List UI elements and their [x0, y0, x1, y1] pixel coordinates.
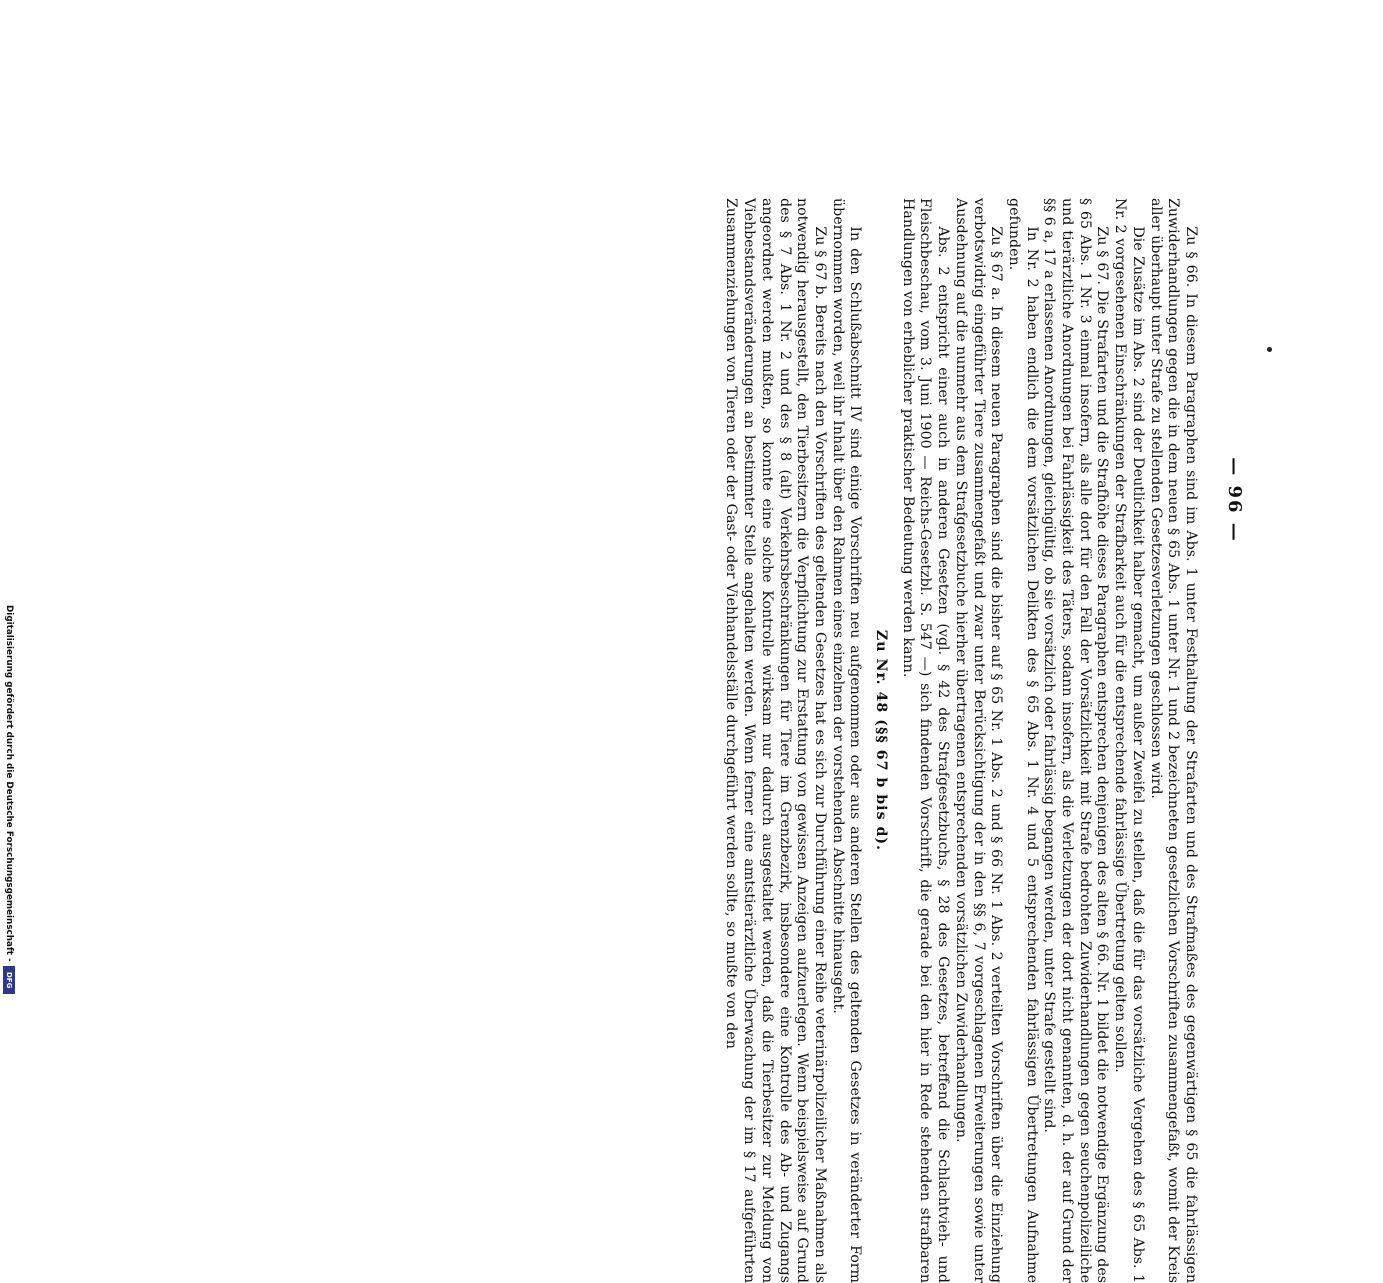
section-heading: Zu Nr. 48 (§§ 67 b bis d). [873, 629, 890, 852]
paragraph: Die Zusätze im Abs. 2 sind der Deutlichkeit halber gemacht, um außer Zweifel zu stellen, daß die für das vorsätzliche Vergehen des § 65 Abs. 1 Nr. 2 vorgesehenen Einschränkungen der Strafbarkeit auch für die entsprechende fahrlässige Übertretung gelten sollen. [1112, 198, 1146, 1283]
paragraph: Zu § 67 b. Bereits nach den Vorschriften des geltenden Gesetzes hat es sich zur Durchführung einer Reihe veterinärpolizeilicher Maßnahmen als notwendig herausgestellt, den Tierbesitzern die Verpflichtung zur Erstattung von gewissen Anzeigen aufzuerlegen. Wenn beispielsweise auf Grund des § 7 Abs. 1 Nr. 2 und des § 8 (alt) Verkehrsbeschränkungen für Tiere im Grenzbezirk, insbesondere eine Kontrolle des Ab- und Zugangs angeordnet werden mußten, so konnte eine solche Kontrolle wirksam nur dadurch ausgestaltet werden, daß die Tierbesitzer zur Meldung von Viehbestandsveränderungen an bestimmter Stelle angehalten werden. Wenn ferner eine amtstierärztliche Überwachung der im § 17 aufgeführten Zusammenziehungen von Tieren oder der Gast- oder Viehhandelsställe durchgeführt werden sollte, so mußte von den [723, 198, 828, 1283]
paragraph: Zu § 66. In diesem Paragraphen sind im Abs. 1 unter Festhaltung der Strafarten und des Strafmaßes des gegenwärtigen § 65 die fahrlässigen Zuwiderhandlungen gegen die in dem neuen § 65 Abs. 1 unter Nr. 1 und 2 bezeichneten gesetzlichen Vorschriften zusammengefaßt, womit der Kreis aller überhaupt unter Strafe zu stellenden Gesetzesverletzungen geschlossen wird. [1147, 198, 1199, 1283]
paragraph: In Nr. 2 haben endlich die dem vorsätzlichen Delikten des § 65 Abs. 1 Nr. 4 und 5 entsprechenden fahrlässigen Übertretungen Aufnahme gefunden. [1005, 198, 1040, 1283]
body-text [722, 198, 1199, 1283]
paragraph: Abs. 2 entspricht einer auch in anderen Gesetzen (vgl. § 42 des Strafgesetzbuchs, § 28 des Gesetzes, betreffend die Schlachtvieh- und Fleischbeschau, vom 3. Juni 1900 — Reichs-Gesetzbl. S. 547 —) sich findenden Vorschrift, die gerade bei den hier in Rede stehenden strafbaren Handlungen von erheblicher praktischer Bedeutung werden kann. [899, 198, 952, 1283]
paragraph: In den Schlußabschnitt IV sind einige Vorschriften neu aufgenommen oder aus anderen Stellen des geltenden Gesetzes in veränderter Form übernommen worden, weil ihr Inhalt über den Rahmen eines einzelnen der vorstehenden Abschnitte hinausgeht. [829, 198, 864, 1283]
digitization-notice: Digitalisierung gefördert durch die Deutsche Forschungsgemeinschaft - [4, 605, 14, 962]
dfg-logo: DFG [3, 966, 15, 994]
stray-ink-mark [1267, 347, 1272, 352]
page-number: — 96 — [1224, 457, 1245, 543]
paragraph: Zu § 67 a. In diesem neuen Paragraphen sind die bisher auf § 65 Nr. 1 Abs. 2 und § 66 Nr. 1 Abs. 2 verteilten Vorschriften über die Einziehung verbotswidrig eingeführter Tiere zusammengefaßt und zwar unter Berücksichtigung der in den §§ 6, 7 vorgeschlagenen Erweiterungen sowie unter Ausdehnung auf die nunmehr aus dem Strafgesetzbuche hierher übertragenen entsprechenden vorsätzlichen Zuwiderhandlungen. [952, 198, 1005, 1283]
rotated-document-page [135, 180, 1245, 1283]
paragraph: Zu § 67. Die Strafarten und die Strafhöhe dieses Paragraphen entsprechen denjenigen des alten § 66. Nr. 1 bildet die notwendige Ergänzung des § 65 Abs. 1 Nr. 3 einmal insofern, als alle dort für den Fall der Vorsätzlichkeit mit Strafe bedrohten Zuwiderhandlungen gegen seuchenpolizeiliche und tierärztliche Anordnungen bei Fahrlässigkeit des Täters, sodann insofern, als die Verletzungen der dort nicht genannten, d. h. der auf Grund der §§ 6 a, 17 a erlassenen Anordnungen, gleichgültig, ob sie vorsätzlich oder fahrlässig begangen werden, unter Strafe gestellt sind. [1041, 198, 1111, 1283]
